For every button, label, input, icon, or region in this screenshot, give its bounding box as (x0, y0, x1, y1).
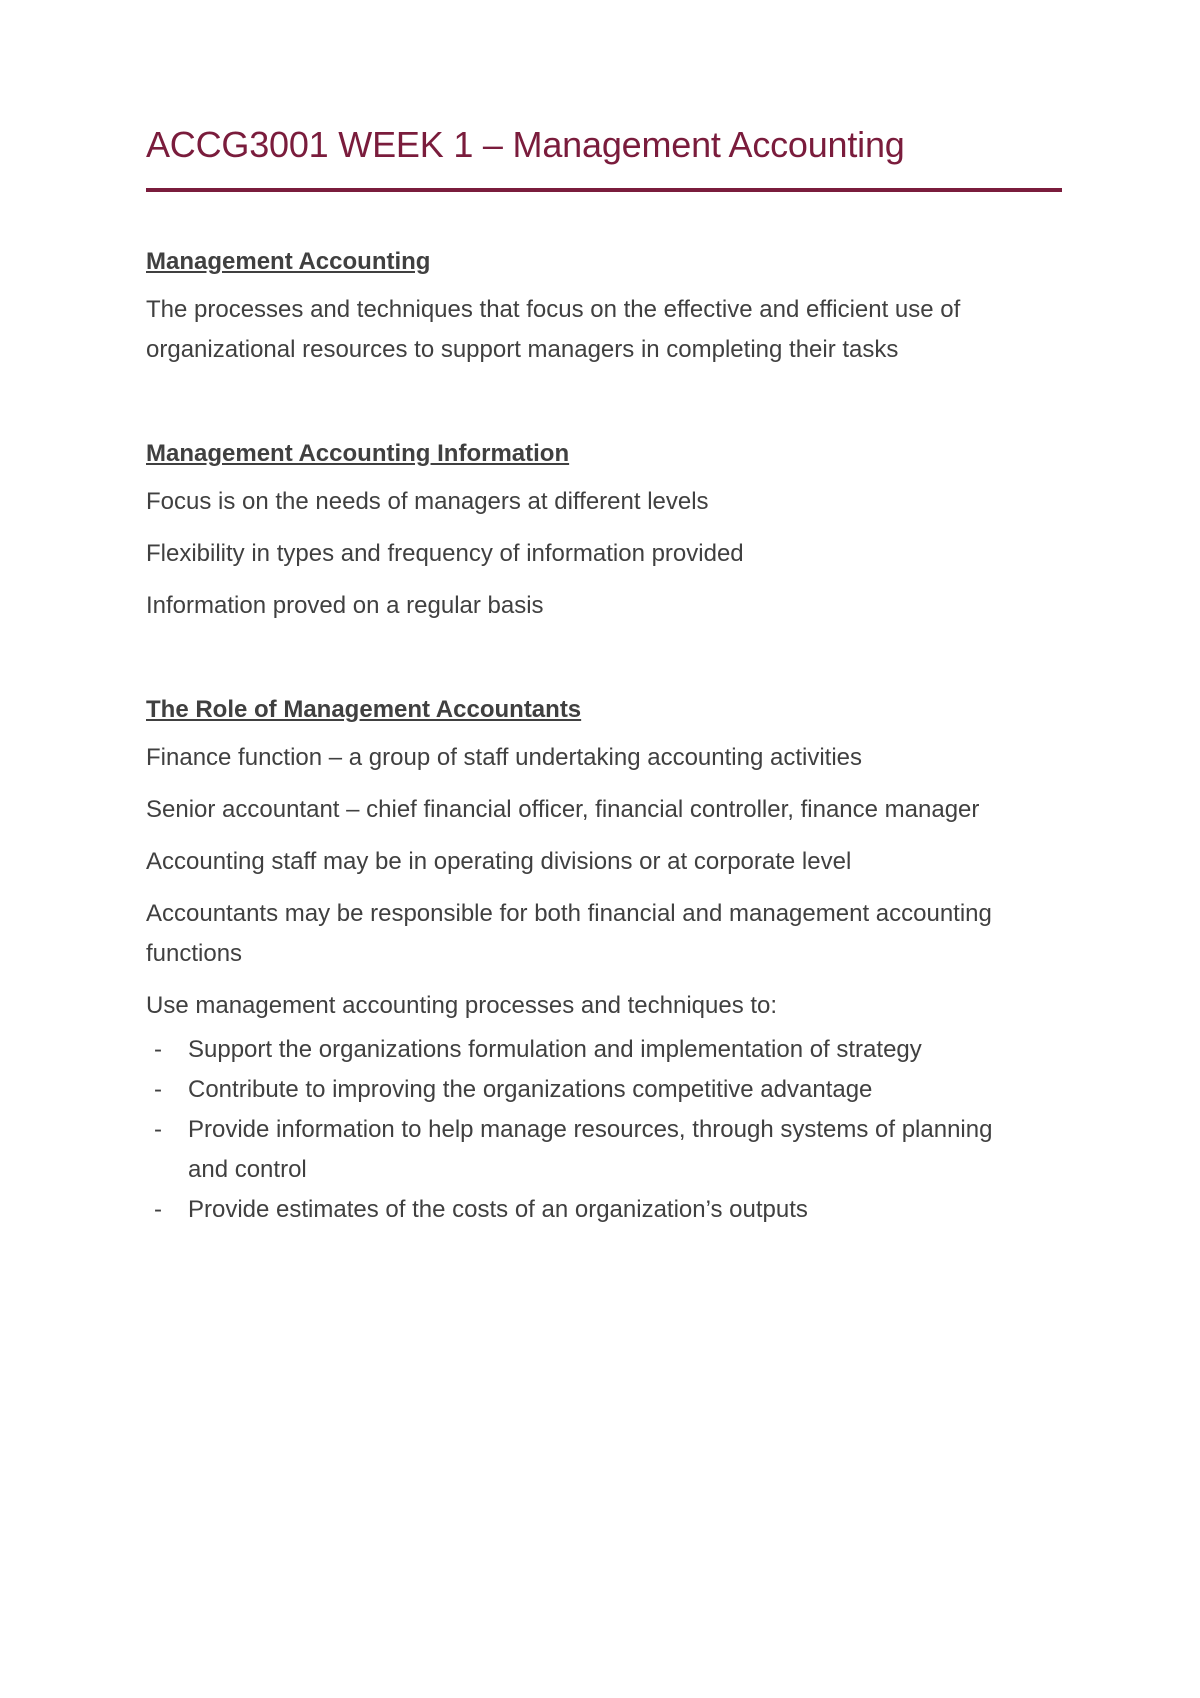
section-heading: Management Accounting (146, 248, 431, 275)
bullet-marker: - (154, 1036, 162, 1063)
bullet-marker: - (154, 1076, 162, 1103)
paragraph: Information proved on a regular basis (146, 592, 544, 619)
section-role-of-management-accountants (146, 692, 1062, 1230)
paragraph: Finance function – a group of staff undertaking accounting activities (146, 744, 863, 771)
document-title: ACCG3001 WEEK 1 – Management Accounting (146, 124, 905, 165)
paragraph: Focus is on the needs of managers at different levels (146, 488, 709, 515)
bullet-list (146, 1030, 1062, 1230)
list-item (146, 1110, 1028, 1190)
section-management-accounting (146, 244, 1062, 370)
paragraph: Senior accountant – chief financial officer, financial controller, finance manager (146, 796, 980, 823)
paragraph: Accountants may be responsible for both financial and management accounting functions (146, 900, 992, 967)
paragraph: The processes and techniques that focus on the effective and efficient use of organizational resources to support managers in completing their tasks (146, 296, 961, 363)
paragraph: Accounting staff may be in operating divisions or at corporate level (146, 848, 852, 875)
list-item (146, 1190, 1062, 1230)
bullet-marker: - (154, 1116, 162, 1143)
paragraph: Use management accounting processes and techniques to: (146, 992, 778, 1019)
list-item-text: Provide estimates of the costs of an organization’s outputs (188, 1196, 808, 1223)
paragraph: Flexibility in types and frequency of information provided (146, 540, 744, 567)
section-heading: The Role of Management Accountants (146, 696, 582, 723)
list-item-text: Contribute to improving the organizations competitive advantage (188, 1076, 873, 1103)
list-item-text: Provide information to help manage resources, through systems of planning and control (188, 1116, 993, 1183)
bullet-marker: - (154, 1196, 162, 1223)
section-heading: Management Accounting Information (146, 440, 570, 467)
section-management-accounting-information (146, 436, 1062, 626)
list-item (146, 1030, 1062, 1070)
document-body (146, 118, 1062, 1230)
title-divider (146, 188, 1062, 192)
list-item-text: Support the organizations formulation and implementation of strategy (188, 1036, 922, 1063)
list-item (146, 1070, 1062, 1110)
